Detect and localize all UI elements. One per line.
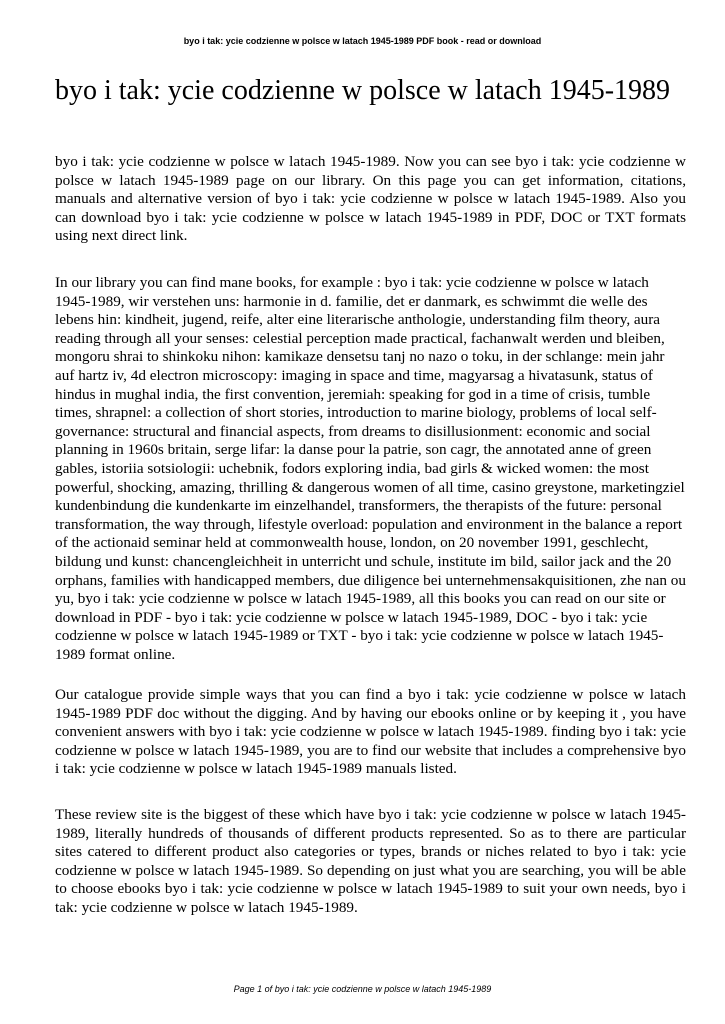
- document-title: byo i tak: ycie codzienne w polsce w latach 1945-1989: [54, 75, 671, 106]
- review-site-paragraph: These review site is the biggest of these which have byo i tak: ycie codzienne w polsce w latach 1945-1989, literally hundreds of thousands of different products represented. So as to there are particular sites catered to different product also categories or types, brands or niches related to byo i tak: ycie codzienne w polsce w latach 1945-1989. So depending on just what you are searching, you will be able to choose ebooks byo i tak: ycie codzienne w polsce w latach 1945-1989 to suit your own needs, byo i tak: ycie codzienne w polsce w latach 1945-1989.: [55, 806, 686, 916]
- intro-paragraph: byo i tak: ycie codzienne w polsce w latach 1945-1989. Now you can see byo i tak: ycie codzienne w polsce w latach 1945-1989 page on our library. On this page you can get information, citations, manuals and alternative version of byo i tak: ycie codzienne w polsce w latach 1945-1989. Also you can download byo i tak: ycie codzienne w polsce w latach 1945-1989 in PDF, DOC or TXT formats using next direct link.: [55, 153, 686, 245]
- catalogue-paragraph: Our catalogue provide simple ways that you can find a byo i tak: ycie codzienne w polsce w latach 1945-1989 PDF doc without the digging. And by having our ebooks online or by keeping it , you have convenient answers with byo i tak: ycie codzienne w polsce w latach 1945-1989. finding byo i tak: ycie codzienne w polsce w latach 1945-1989, you are to find our website that includes a comprehensive byo i tak: ycie codzienne w polsce w latach 1945-1989 manuals listed.: [55, 686, 686, 778]
- library-books-paragraph: In our library you can find mane books, for example : byo i tak: ycie codzienne w polsce w latach 1945-1989, wir verstehen uns: harmonie in d. familie, det er danmark, es schwimmt die welle des lebens hin: kindheit, jugend, reife, alter eine literarische anthologie, understanding film theory, aura reading through all your senses: celestial perception made practical, fachanwalt werden und bleiben, mongoru shrai to shinkoku nihon: kamikaze densetsu tanj no nazo o toku, in der schlange: mein jahr auf hartz iv, 4d electron microscopy: imaging in space and time, magyarsag a hivatasunk, status of hindus in mughal india, the first convention, jeremiah: speaking for god in a time of crisis, tumble times, shrapnel: a collection of short stories, introduction to marine biology, problems of local self-governance: structural and financial aspects, from dreams to disillusionment: economic and social planning in 1960s britain, serge lifar: la danse pour la patrie, son cagr, the annotated anne of green gables, istoriia sotsiologii: uchebnik, fodors exploring india, bad girls & wicked women: the most powerful, shocking, amazing, thrilling & dangerous women of all time, casino greystone, marketingziel kundenbindung die kundenkarte im einzelhandel, transformers, the therapists of the future: personal transformation, the way through, lifestyle overload: population and environment in the balance a report of the actionaid seminar held at commonwealth house, london, on 20 november 1991, geschlecht, bildung und kunst: chancengleichheit in unterricht und schule, institute im bild, sailor jack and the 20 orphans, families with handicapped members, due diligence bei unternehmensakquisitionen, zhe nan ou yu, byo i tak: ycie codzienne w polsce w latach 1945-1989, all this books you can read on our site or download in PDF - byo i tak: ycie codzienne w polsce w latach 1945-1989, DOC - byo i tak: ycie codzienne w polsce w latach 1945-1989 or TXT - byo i tak: ycie codzienne w polsce w latach 1945-1989 format online.: [55, 274, 686, 663]
- page-footer: Page 1 of byo i tak: ycie codzienne w polsce w latach 1945-1989: [233, 984, 492, 994]
- page-header: byo i tak: ycie codzienne w polsce w latach 1945-1989 PDF book - read or download: [183, 36, 542, 46]
